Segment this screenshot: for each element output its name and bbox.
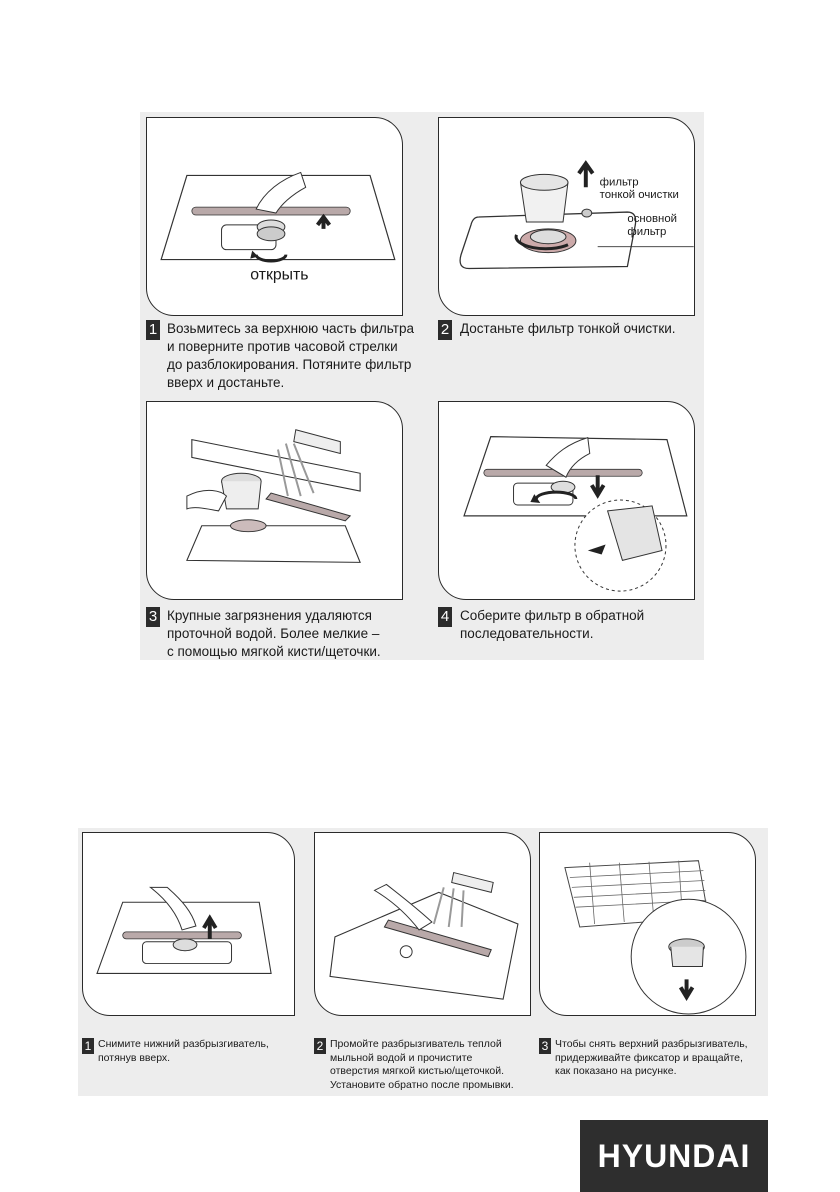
sprayer-wash-illustration (314, 832, 531, 1016)
upper-sprayer-remove-illustration (539, 832, 756, 1016)
step3-number: 3 (146, 607, 160, 627)
step3-rinse-illustration (146, 401, 403, 600)
step4-number: 4 (438, 607, 452, 627)
step4-caption: Соберите фильтр в обратной последовательности. (460, 608, 645, 641)
bottom-step2-number: 2 (314, 1038, 326, 1054)
step2-caption: Достаньте фильтр тонкой очистки. (460, 321, 676, 336)
step2-number: 2 (438, 320, 452, 340)
bottom-step3-number: 3 (539, 1038, 551, 1054)
step3-caption: Крупные загрязнения удаляются проточной водой. Более мелкие – с помощью мягкой кисти/щеточки. (167, 608, 381, 659)
step1-filter-unlock-illustration (146, 117, 403, 316)
step4-reassemble-illustration (438, 401, 695, 600)
step1-number: 1 (146, 320, 160, 340)
bottom-step3-caption: Чтобы снять верхний разбрызгиватель, придерживайте фиксатор и вращайте, как показано на рисунке. (555, 1038, 748, 1077)
bottom-step1-caption: Снимите нижний разбрызгиватель, потянув вверх. (98, 1038, 269, 1064)
bottom-step1-number: 1 (82, 1038, 94, 1054)
step2-fine-filter-illustration (438, 117, 695, 316)
main-filter-label: основной фильтр (627, 212, 678, 238)
fine-filter-label: фильтр тонкой очистки (599, 176, 679, 202)
step1-caption: Возьмитесь за верхнюю часть фильтра и поверните против часовой стрелки до разблокирования. Потяните фильтр вверх и достаньте. (167, 321, 414, 390)
step1-open-label: открыть (250, 266, 309, 284)
hyundai-logo: HYUNDAI (580, 1120, 768, 1192)
lower-sprayer-remove-illustration (82, 832, 295, 1016)
bottom-step2-caption: Промойте разбрызгиватель теплой мыльной водой и прочистите отверстия мягкой кистью/щеточкой. Установите обратно после промывки. (330, 1038, 514, 1091)
